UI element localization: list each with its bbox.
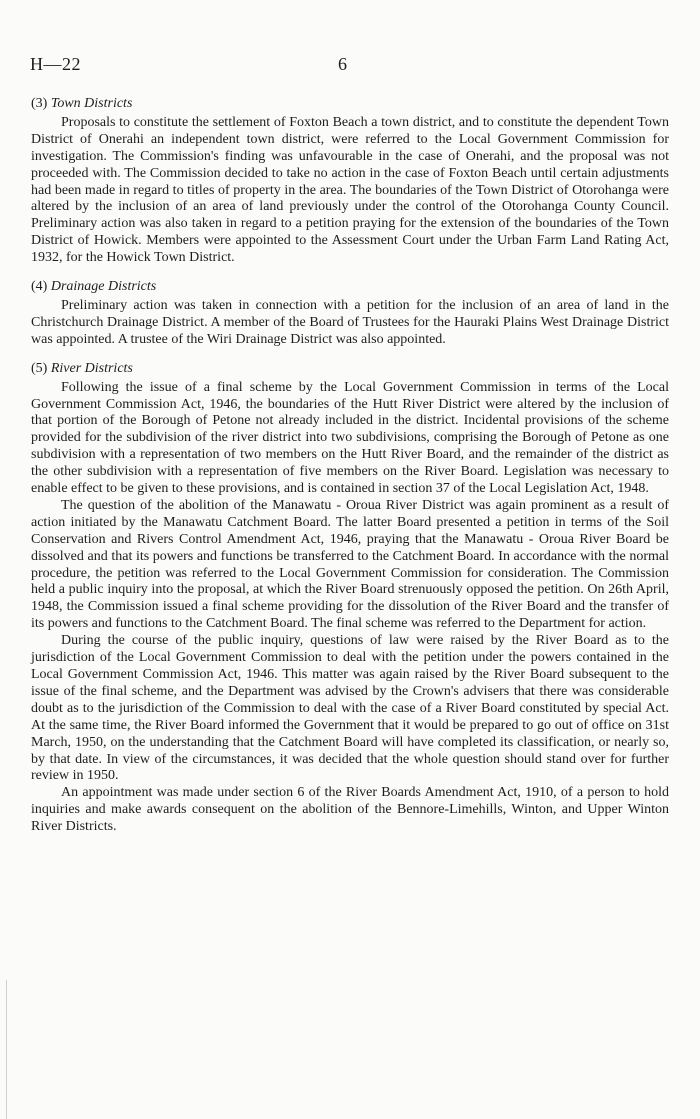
document-code: H—22	[30, 54, 81, 74]
section-number: (4)	[31, 279, 48, 295]
section-heading	[31, 96, 669, 113]
section-river-districts	[31, 361, 669, 836]
paragraph: Preliminary action was taken in connection with a petition for the inclusion of an area of land in the Christchurch Drainage District. A member of the Board of Trustees for the Hauraki Plains West Drainage District was appointed. A trustee of the Wiri Drainage District was also appointed.	[31, 297, 669, 347]
section-title: Town Districts	[50, 96, 133, 111]
section-heading	[31, 279, 669, 296]
section-heading	[31, 361, 669, 378]
paragraph: Proposals to constitute the settlement of Foxton Beach a town district, and to constitute the dependent Town District of Onerahi an independent town district, were referred to the Local Government Commission for investigation. The Commission's finding was unfavourable in the case of Onerahi, and the proposal was not proceeded with. The Commission decided to take no action in the case of Foxton Beach until certain adjustments had been made in regard to titles of property in the area. The boundaries of the Town District of Otorohanga were altered by the inclusion of an area of land previously under the control of the Otorohanga County Council. Preliminary action was also taken in regard to a petition praying for the extension of the boundaries of the Town District of Howick. Members were appointed to the Assessment Court under the Urban Farm Land Rating Act, 1932, for the Howick Town District.	[31, 114, 669, 266]
page-number: 6	[338, 54, 347, 74]
section-title: Drainage Districts	[50, 279, 157, 295]
section-number: (3)	[31, 96, 48, 111]
section-town-districts	[31, 96, 669, 267]
section-title: River Districts	[50, 360, 133, 376]
section-number: (5)	[31, 360, 48, 376]
section-drainage-districts	[31, 279, 669, 349]
page-body	[31, 96, 669, 848]
paragraph: An appointment was made under section 6 of the River Boards Amendment Act, 1910, of a person to hold inquiries and make awards consequent on the abolition of the Bennore-Limehills, Winton, and Upper Winton River Districts.	[31, 785, 669, 835]
paragraph: Following the issue of a final scheme by the Local Government Commission in terms of the Local Government Commission Act, 1946, the boundaries of the Hutt River District were altered by the inclusion of that portion of the Borough of Petone not already included in the district. Incidental provisions of the scheme provided for the subdivision of the river district into two subdivisions, comprising the Borough of Petone as one subdivision with a representation of two members on the Hutt River Board, and the remainder of the district as the other subdivision with a representation of five members on the River Board. Legislation was necessary to enable effect to be given to these provisions, and is contained in section 37 of the Local Legislation Act, 1948.	[31, 379, 669, 497]
scan-margin-line	[6, 980, 7, 1119]
paragraph: During the course of the public inquiry, questions of law were raised by the River Board as to the jurisdiction of the Local Government Commission to deal with the petition under the powers contained in the Local Government Commission Act, 1946. This matter was again raised by the River Board subsequent to the issue of the final scheme, and the Department was advised by the Crown's advisers that there was considerable doubt as to the jurisdiction of the Commission to deal with the case of a River Board constituted by special Act. At the same time, the River Board informed the Government that it would be prepared to go out of office on 31st March, 1950, on the understanding that the Catchment Board will have completed its classification, or nearly so, by that date. In view of the circumstances, it was decided that the whole question should stand over for further review in 1950.	[31, 633, 669, 784]
paragraph: The question of the abolition of the Manawatu - Oroua River District was again prominent as a result of action initiated by the Manawatu Catchment Board. The latter Board presented a petition in terms of the Soil Conservation and Rivers Control Amendment Act, 1946, praying that the Manawatu - Oroua River Board be dissolved and that its powers and functions be transferred to the Catchment Board. In accordance with the normal procedure, the petition was referred to the Local Government Commission for consideration. The Commission held a public inquiry into the proposal, at which the River Board strenuously opposed the petition. On 26th April, 1948, the Commission issued a final scheme providing for the dissolution of the River Board and the transfer of its powers and functions to the Catchment Board. The final scheme was referred to the Department for action.	[31, 497, 669, 632]
